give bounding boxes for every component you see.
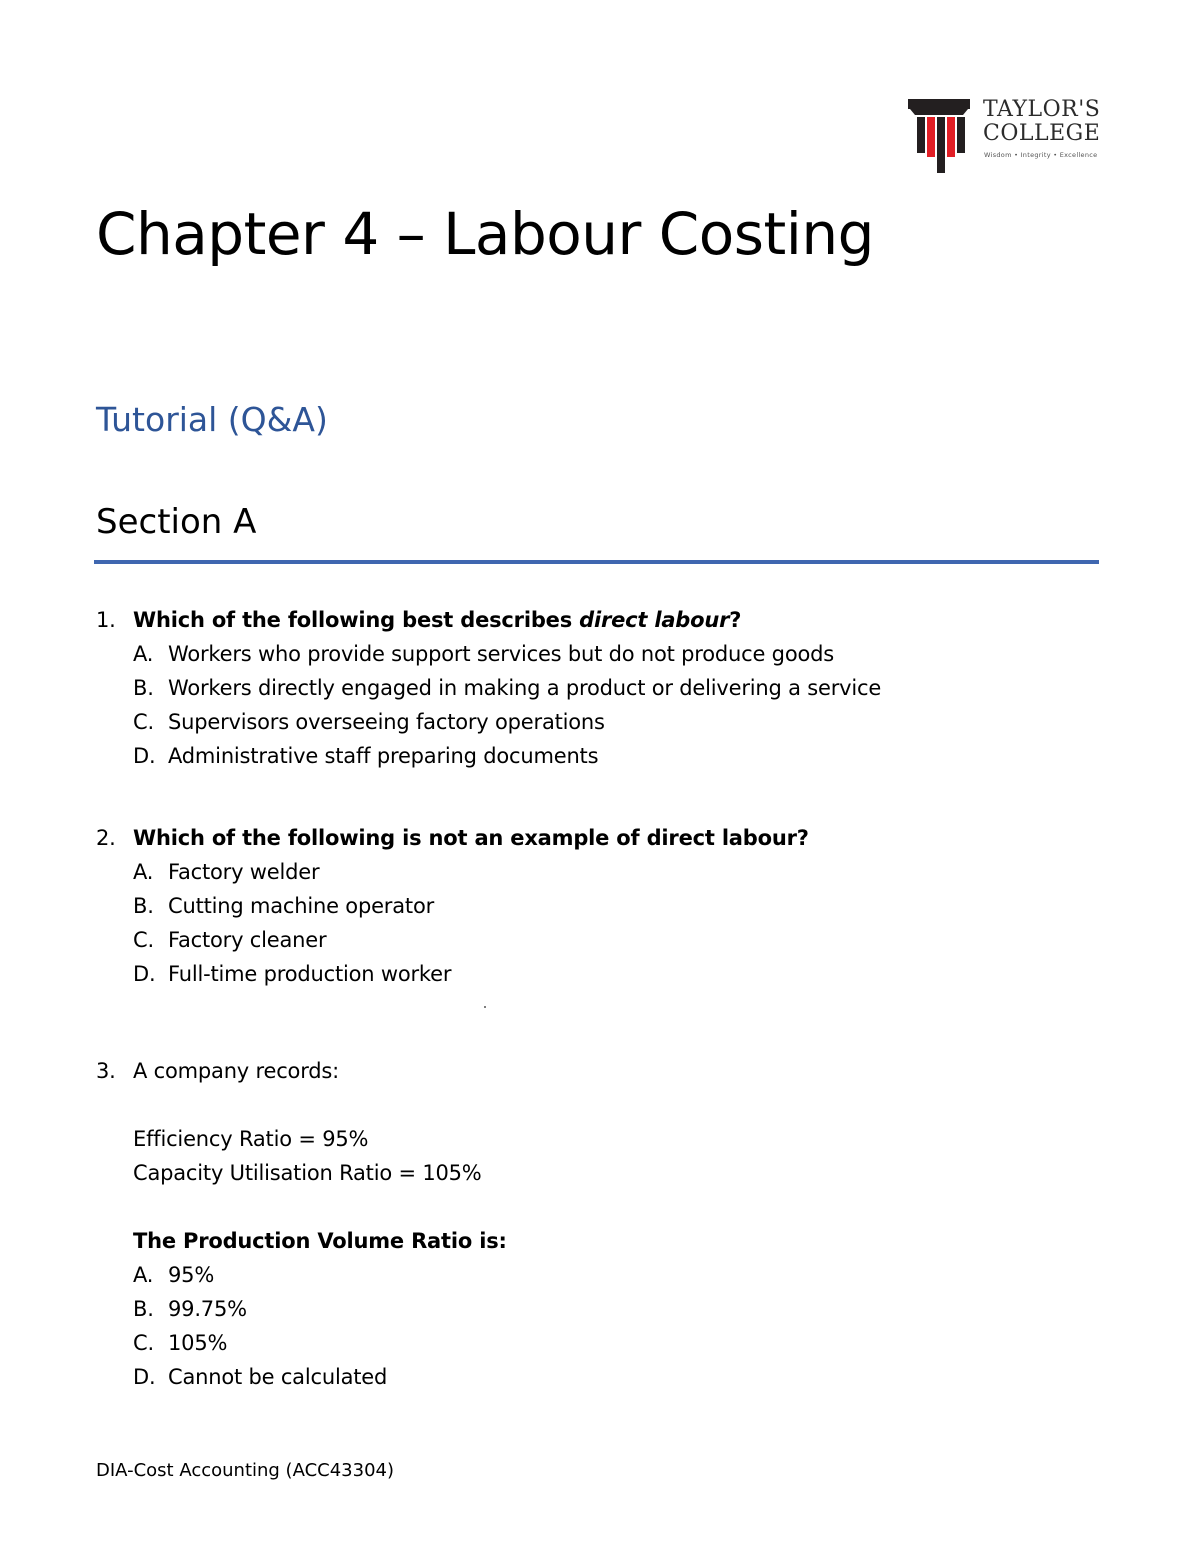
question-number: 2. (96, 826, 116, 850)
option-letter: A. (133, 860, 154, 884)
question-prompt: The Production Volume Ratio is: (133, 1229, 507, 1253)
option-text: Supervisors overseeing factory operations (168, 710, 605, 734)
question-text-part: ? (729, 608, 742, 632)
question-number: 1. (96, 608, 116, 632)
capacity-ratio-line: Capacity Utilisation Ratio = 105% (133, 1161, 482, 1185)
question-number: 3. (96, 1059, 116, 1083)
option-letter: B. (133, 1297, 154, 1321)
college-crest-icon (908, 95, 974, 177)
option-letter: A. (133, 642, 154, 666)
option-text: Factory welder (168, 860, 320, 884)
option-letter: B. (133, 894, 154, 918)
option-letter: D. (133, 962, 156, 986)
efficiency-ratio-line: Efficiency Ratio = 95% (133, 1127, 369, 1151)
option-letter: A. (133, 1263, 154, 1287)
tutorial-subtitle: Tutorial (Q&A) (96, 400, 328, 439)
question-intro: A company records: (133, 1059, 340, 1083)
logo-line1: TAYLOR'S (983, 97, 1101, 122)
option-text: Cannot be calculated (168, 1365, 388, 1389)
question-text (133, 603, 741, 637)
option-text: Workers directly engaged in making a product or delivering a service (168, 676, 882, 700)
stray-mark (484, 1006, 486, 1008)
logo-line2: COLLEGE (983, 121, 1101, 146)
option-letter: C. (133, 1331, 154, 1355)
chapter-title: Chapter 4 – Labour Costing (96, 200, 874, 268)
option-text: Cutting machine operator (168, 894, 435, 918)
option-text: 95% (168, 1263, 215, 1287)
option-text: Administrative staff preparing documents (168, 744, 599, 768)
option-letter: D. (133, 1365, 156, 1389)
section-divider (94, 560, 1099, 564)
college-logo (908, 95, 1101, 177)
option-text: Workers who provide support services but do not produce goods (168, 642, 834, 666)
option-letter: C. (133, 928, 154, 952)
option-text: 105% (168, 1331, 228, 1355)
option-letter: D. (133, 744, 156, 768)
logo-tagline: Wisdom • Integrity • Excellence (984, 151, 1098, 159)
option-letter: B. (133, 676, 154, 700)
option-text: Full-time production worker (168, 962, 452, 986)
option-text: Factory cleaner (168, 928, 327, 952)
page-footer: DIA-Cost Accounting (ACC43304) (96, 1460, 394, 1481)
question-text-emphasis: direct labour (579, 608, 730, 632)
option-letter: C. (133, 710, 154, 734)
question-text: Which of the following is not an example of direct labour? (133, 826, 809, 850)
question-text-part: Which of the following best describes (133, 608, 580, 632)
option-text: 99.75% (168, 1297, 247, 1321)
section-heading: Section A (96, 502, 257, 542)
